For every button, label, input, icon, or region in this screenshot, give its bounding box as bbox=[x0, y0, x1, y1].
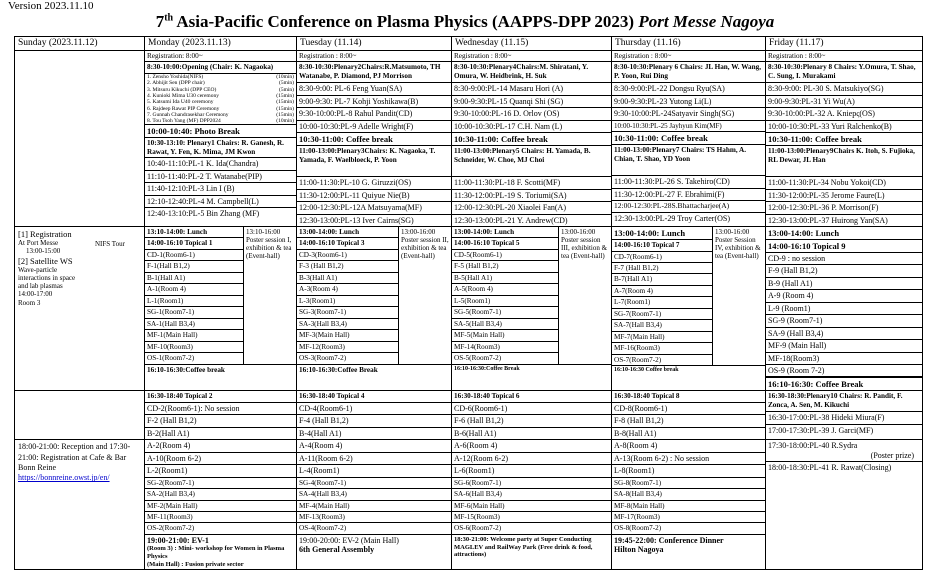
registration: Registration : 8:00~ bbox=[452, 51, 611, 62]
opening-items bbox=[145, 74, 296, 126]
schedule-table bbox=[14, 36, 923, 570]
opening-item: 3. Mitsuru Kikuchi (DPP CEO) (5min) bbox=[147, 86, 294, 93]
plenary-talk: 10:00-10:30:PL-17 C.H. Nam (L) bbox=[452, 121, 611, 133]
photo-break: 10:00-10:40: Photo Break bbox=[145, 125, 296, 138]
page-title bbox=[0, 12, 930, 32]
thursday-morning bbox=[612, 51, 766, 227]
plenary-talk: 16:30-17:00:PL-38 Hideki Miura(F) bbox=[766, 412, 922, 424]
room-session: F-1(Hall B1,2) bbox=[145, 261, 243, 272]
room-session: MF-12(Room3) bbox=[297, 342, 398, 353]
monday-morning bbox=[145, 51, 297, 227]
lunch: 13:00-14:00: Lunch bbox=[766, 227, 922, 240]
plenary-talk: 11:30-12:00:PL-11 Quiyue Nie(B) bbox=[297, 190, 451, 202]
plenary-talk: 12:30-13:00:PL-37 Huirong Yan(SA) bbox=[768, 215, 888, 225]
room-session: F-7 (Hall B1,2) bbox=[612, 263, 712, 274]
day-header-monday: Monday (2023.11.13) bbox=[145, 37, 297, 51]
room-session: L-9 (Room1) bbox=[766, 303, 922, 315]
room-session: SA-3(Hall B3,4) bbox=[297, 319, 398, 330]
room-session: SA-4(Hall B3,4) bbox=[297, 489, 451, 500]
topical-session-heading: 14:00-16:10 Topical 3 bbox=[297, 238, 398, 249]
evening-block bbox=[15, 440, 923, 570]
plenary-talk: 9:00-9:30:PL-15 Quanqi Shi (SG) bbox=[452, 96, 611, 108]
room-session: MF-9 (Main Hall) bbox=[766, 340, 922, 352]
room-session: A-1(Room 4) bbox=[145, 284, 243, 295]
room-session: SG-9 (Room7-1) bbox=[766, 315, 922, 327]
monday-evening bbox=[145, 440, 297, 570]
plenary-talk: 9:30-10:00:PL-16 D. Orlov (OS) bbox=[452, 108, 611, 120]
plenary-chairs: 10:30-13:10: Plenary1 Chairs: R. Ganesh, R. Rawat, Y. Fen, K. Mima, JM Kwon bbox=[145, 138, 296, 158]
satellite-ws-time: 14:00-17:00 bbox=[18, 290, 53, 299]
plenary-talk: 18:00-18:30:PL-41 R. Rawat(Closing) bbox=[768, 463, 892, 473]
dinner-venue: Hilton Nagoya bbox=[614, 545, 664, 555]
room-session: A-4(Room 4) bbox=[297, 440, 451, 452]
plenary-chairs: 11:00-13:00:Plenary9Chairs K. Itoh, S. Fujioka, RL Dewar, JL Han bbox=[766, 146, 922, 177]
satellite-ws-heading: [2] Satellite WS bbox=[18, 255, 73, 266]
thursday-evening bbox=[612, 440, 766, 570]
plenary-talk: 12:00-12:30:PL-20 Xiaolei Fan(A) bbox=[452, 202, 611, 214]
plenary-talk: 12:30-13:00:PL-29 Troy Carter(OS) bbox=[614, 213, 730, 223]
registration: Registration : 8:00~ bbox=[297, 51, 451, 62]
general-assembly: 6th General Assembly bbox=[299, 545, 375, 555]
room-session: CD-5(Room6-1) bbox=[452, 250, 558, 261]
sunday-morning bbox=[15, 51, 145, 227]
plenary-talk: 11:00-11:30:PL-34 Nobu Yokoi(CD) bbox=[766, 177, 922, 189]
room-session: OS-6(Room7-2) bbox=[452, 523, 611, 534]
welcome-party: 18:30-21:00: Welcome party at Super Conducting MAGLEV and RailWay Park (Free drink & food, attractions) bbox=[454, 535, 593, 559]
room-session: SG-3(Room7-1) bbox=[297, 307, 398, 318]
room-session: B-1(Hall A1) bbox=[145, 273, 243, 284]
plenary-chairs: 8:30-10:30:Plenary2Chairs:R.Matsumoto, TH Watanabe, P. Diamond, PJ Morrison bbox=[297, 62, 451, 83]
room-session: A-11(Room 6-2) bbox=[297, 453, 451, 465]
opening-item: 6. Rajdeep Rawat PIP Ceremony (15min) bbox=[147, 105, 294, 112]
room-session: MF-18(Room3) bbox=[766, 353, 922, 365]
plenary-talk bbox=[766, 440, 922, 462]
room-session: MF-16(Room3) bbox=[612, 343, 712, 354]
room-session: OS-2(Room7-2) bbox=[145, 523, 296, 534]
room-session: F-6 (Hall B1,2) bbox=[452, 415, 611, 427]
room-session: SG-4(Room7-1) bbox=[297, 478, 451, 489]
coffee-break: 10:30-11:00: Coffee break bbox=[612, 132, 765, 145]
poster-session: 13:00-16:00 Poster session III, exhibition & tea (Event-hall) bbox=[561, 228, 608, 261]
room-session: SA-6(Hall B3,4) bbox=[452, 489, 611, 500]
plenary-talk: 12:30-13:00:PL-13 Iver Cairns(SG) bbox=[299, 215, 414, 225]
satellite-ws-desc: Wave-particle interactions in space and lab plasmas bbox=[18, 265, 76, 291]
thursday-afternoon bbox=[612, 227, 766, 391]
room-session: B-4(Hall A1) bbox=[299, 428, 342, 438]
nifs-tour: NIFS Tour bbox=[95, 240, 125, 248]
room-session: SG-2(Room7-1) bbox=[145, 478, 296, 489]
plenary-talk: 8:30-9:00: PL-6 Feng Yuan(SA) bbox=[297, 83, 451, 95]
room-session: L-7(Room1) bbox=[612, 297, 712, 308]
plenary-talk: 11:00-11:30:PL-18 F. Scotti(MF) bbox=[452, 177, 611, 189]
room-session: L-3(Room1) bbox=[297, 296, 398, 307]
room-session: CD-8(Room6-1) bbox=[612, 403, 765, 415]
pl40-talk: 17:30-18:00:PL-40 R.Sydra bbox=[768, 441, 858, 451]
tuesday-late bbox=[297, 391, 452, 440]
monday-late bbox=[145, 391, 297, 440]
event-ev2 bbox=[297, 535, 451, 556]
room-session: L-6(Room1) bbox=[452, 465, 611, 477]
friday-morning bbox=[766, 51, 923, 227]
plenary-chairs: 8:30-10:30:Plenary4Chairs:M. Shiratani, Y. Omura, W. Heidbrink, H. Suk bbox=[452, 62, 611, 83]
room-session: A-13(Room 6-2) : No session bbox=[612, 453, 765, 465]
plenary-talk: 10:00-10:30:PL-9 Adelle Wright(F) bbox=[297, 121, 451, 133]
room-session: OS-4(Room7-2) bbox=[297, 523, 451, 534]
room-session: CD-9 : no session bbox=[766, 253, 922, 265]
plenary-talk: 8:30-9:00: PL-30 S. Matsukiyo(SG) bbox=[766, 83, 922, 95]
room-session: A-3(Room 4) bbox=[297, 284, 398, 295]
room-session: SA-8(Hall B3,4) bbox=[612, 489, 765, 500]
room-session: SG-6(Room7-1) bbox=[452, 478, 611, 489]
room-session: SA-1(Hall B3,4) bbox=[145, 319, 243, 330]
day-header-tuesday: Tuesday (11.14) bbox=[297, 37, 452, 51]
topical-session-heading: 16:30-18:40 Topical 2 bbox=[145, 391, 296, 402]
plenary-chairs: 16:30-18:30:Plenary10 Chairs: R. Pandit, F. Zonca, A. Sen, M. Kikuchi bbox=[766, 391, 922, 412]
room-session: MF-7(Main Hall) bbox=[612, 332, 712, 343]
reception-info: 18:00-21:00: Reception and 17:30-21:00: Registration at Cafe & Bar Bonn Reine bbox=[18, 442, 131, 472]
poster-session: 13:00-16:00 Poster session II, exhibition & tea (Event-hall) bbox=[401, 228, 449, 261]
plenary-chairs: 8:30-10:30:Plenary 8 Chairs: Y.Omura, T. Shao, C. Sung, I. Murakami bbox=[766, 62, 922, 83]
topical-session-heading: 14:00-16:10 Topical 7 bbox=[612, 240, 712, 251]
ev1-title: 19:00-21:00: EV-1 bbox=[147, 535, 209, 545]
room-session: B-3(Hall A1) bbox=[297, 273, 398, 284]
plenary-talk: 11:30-12:00:PL-35 Jerome Faure(L) bbox=[766, 190, 922, 202]
topical-session-heading: 14:00-16:10 Topical 5 bbox=[452, 238, 558, 249]
plenary-chairs: 8:30-10:30:Plenary 6 Chairs: JL Han, W. Wang, P. Yoon, Rui Ding bbox=[612, 62, 765, 83]
plenary-chairs: 11:00-13:00:Plenary7 Chairs: TS Hahm, A. Chian, T. Shao, YD Yoon bbox=[612, 145, 765, 176]
room-session: MF-13(Room3) bbox=[297, 512, 451, 523]
opening: 8:30-10:00:Opening (Chair: K. Nagaoka) bbox=[145, 62, 296, 73]
room-session: SG-5(Room7-1) bbox=[452, 307, 558, 318]
plenary-talk: 10:00-10:30:PL-33 Yuri Ralchenko(B) bbox=[766, 121, 922, 133]
room-session: MF-5(Main Hall) bbox=[452, 330, 558, 341]
room-session: B-8(Hall A1) bbox=[614, 428, 657, 438]
room-session: B-5(Hall A1) bbox=[452, 273, 558, 284]
plenary-talk: 11:00-11:30:PL-26 S. Takehiro(CD) bbox=[612, 176, 765, 188]
room-session: SA-2(Hall B3,4) bbox=[145, 489, 296, 500]
room-session: MF-3(Main Hall) bbox=[297, 330, 398, 341]
title-venue: Port Messe Nagoya bbox=[638, 12, 775, 31]
room-session: A-6(Room 4) bbox=[452, 440, 611, 452]
poster-prize: (Poster prize) bbox=[870, 450, 914, 460]
room-session: L-8(Room1) bbox=[612, 465, 765, 477]
opening-item: 2. Abhijit Sen (DPP chair) (5min) bbox=[147, 80, 294, 87]
room-session: MF-4(Main Hall) bbox=[297, 501, 451, 512]
poster-session: 13:00-16:00 Poster Session IV, exhibition & tea (Event-hall) bbox=[715, 228, 761, 261]
plenary-talk: 11:40-12:10:PL-3 Lin I (B) bbox=[145, 183, 296, 195]
room-session: B-9 (Hall A1) bbox=[766, 278, 922, 290]
registration-location: At Port Messe bbox=[18, 239, 59, 248]
plenary-talk: 9:00-9:30:PL-31 Yi Wu(A) bbox=[766, 96, 922, 108]
room-session: A-10(Room 6-2) bbox=[145, 453, 296, 465]
lunch: 13:00-14:00: Lunch bbox=[452, 227, 558, 238]
room-session: MF-11(Room3) bbox=[145, 512, 296, 523]
plenary-talk: 9:00-9:30: PL-7 Kohji Yoshikawa(B) bbox=[297, 96, 451, 108]
coffee-break: 16:10-16:30 Coffee break bbox=[612, 365, 765, 375]
room-session: A-7(Room 4) bbox=[612, 286, 712, 297]
plenary-talk: 12:00-12:30:PL-28S.Bhattacharjee(A) bbox=[612, 201, 765, 213]
thursday-late bbox=[612, 391, 766, 440]
room-session: OS-8(Room7-2) bbox=[612, 523, 765, 534]
afternoon-block bbox=[15, 227, 923, 391]
lunch: 13:00-14:00: Lunch bbox=[297, 227, 398, 238]
plenary-talk: 10:40-11:10:PL-1 K. Ida(Chandra) bbox=[145, 158, 296, 170]
room-session: B-6(Hall A1) bbox=[454, 428, 497, 438]
room-session: L-1(Room1) bbox=[145, 296, 243, 307]
friday-afternoon bbox=[766, 227, 923, 391]
room-session: F-4 (Hall B1,2) bbox=[297, 415, 451, 427]
sunday-evening bbox=[15, 440, 145, 570]
tuesday-evening bbox=[297, 440, 452, 570]
coffee-break: 10:30-11:00: Coffee break bbox=[452, 133, 611, 146]
monday-afternoon bbox=[145, 227, 297, 391]
plenary-talk: 17:00-17:30:PL-39 J. Garci(MF) bbox=[768, 425, 874, 435]
room-session: B-2(Hall A1) bbox=[147, 428, 190, 438]
room-session: F-5 (Hall B1,2) bbox=[452, 261, 558, 272]
room-session: F-9 (Hall B1,2) bbox=[766, 265, 922, 277]
room-session: SA-7(Hall B3,4) bbox=[612, 320, 712, 331]
room-session: MF-6(Main Hall) bbox=[452, 501, 611, 512]
plenary-talk: 8:30-9:00:PL-14 Masaru Hori (A) bbox=[452, 83, 611, 95]
plenary-talk: 8:30-9:00:PL-22 Dongsu Ryu(SA) bbox=[612, 83, 765, 95]
version-label: Version 2023.11.10 bbox=[8, 0, 94, 12]
plenary-talk: 12:10-12:40:PL-4 M. Campbell(L) bbox=[145, 196, 296, 208]
plenary-talk: 12:40-13:10:PL-5 Bin Zhang (MF) bbox=[147, 209, 260, 219]
plenary-talk: 9:30-10:00:PL-32 A. Kniepς(OS) bbox=[766, 108, 922, 120]
room-session: MF-8(Main Hall) bbox=[612, 501, 765, 512]
room-session: CD-4(Room6-1) bbox=[297, 403, 451, 415]
room-session: A-2(Room 4) bbox=[145, 440, 296, 452]
room-session: A-5(Room 4) bbox=[452, 284, 558, 295]
plenary-talk: 11:30-12:00:PL-27 F. Ebrahimi(F) bbox=[612, 189, 765, 201]
room-session: MF-17(Room3) bbox=[612, 512, 765, 523]
room-session: L-5(Room1) bbox=[452, 296, 558, 307]
poster-session: 13:10-16:00 Poster session I, exhibition & tea (Event-hall) bbox=[246, 228, 292, 261]
plenary-talk: 12:30-13:00:PL-21 Y. Andrew(CD) bbox=[454, 215, 568, 225]
opening-item: 4. Kunioki Mima U30 ceremony (15min) bbox=[147, 92, 294, 99]
tuesday-morning bbox=[297, 51, 452, 227]
plenary-chairs: 11:00-13:00:Plenary3Chairs: K. Nagaoka, T. Yamada, F. Waelbloeck, P. Yoon bbox=[297, 146, 451, 177]
room-session: MF-2(Main Hall) bbox=[145, 501, 296, 512]
opening-item: 8. Tou Tsoh Yang (MF) DPP2024 (10min) bbox=[147, 118, 294, 125]
room-session: CD-1(Room6-1) bbox=[145, 250, 243, 261]
title-ordinal: 7 bbox=[155, 12, 165, 31]
day-header-row bbox=[15, 37, 923, 51]
coffee-break: 10:30-11:00: Coffee break bbox=[766, 133, 922, 146]
room-session: L-2(Room1) bbox=[145, 465, 296, 477]
room-session: MF-10(Room3) bbox=[145, 342, 243, 353]
room-session: MF-15(Room3) bbox=[452, 512, 611, 523]
room-session: SG-1(Room7-1) bbox=[145, 307, 243, 318]
ev2-title: 19:00-20:00: EV-2 (Main Hall) bbox=[299, 535, 399, 545]
room-session: OS-1(Room7-2) bbox=[147, 354, 195, 363]
coffee-break: 16:10-16:30:Coffee break bbox=[145, 364, 296, 375]
title-main: Asia-Pacific Conference on Plasma Physics (AAPPS-DPP 2023) bbox=[173, 12, 639, 31]
room-session: SG-7(Room7-1) bbox=[612, 309, 712, 320]
topical-session-heading: 14:00-16:10 Topical 1 bbox=[145, 238, 243, 249]
plenary-talk: 11:30-12:00:PL-19 S. Toriumi(SA) bbox=[452, 190, 611, 202]
registration: Registration : 8:00~ bbox=[766, 51, 922, 62]
conference-dinner bbox=[612, 535, 765, 556]
sunday-afternoon bbox=[15, 227, 145, 391]
friday-evening bbox=[766, 440, 923, 570]
plenary-talk: 12:00-12:30:PL-12A Matsuyama(MF) bbox=[297, 202, 451, 214]
room-session: A-12(Room 6-2) bbox=[452, 453, 611, 465]
topical-session-heading: 14:00-16:10 Topical 9 bbox=[766, 240, 922, 253]
coffee-break: 10:30-11:00: Coffee break bbox=[297, 133, 451, 146]
registration-heading: [1] Registration bbox=[18, 229, 72, 239]
sunday-late bbox=[15, 391, 145, 440]
room-session: A-8(Room 4) bbox=[612, 440, 765, 452]
room-session: CD-2(Room6-1): No session bbox=[145, 403, 296, 415]
room-session: OS-3(Room7-2) bbox=[299, 354, 347, 363]
ev1-workshop: (Room 3) : Mini- workshop for Women in Plasma Physics bbox=[147, 545, 285, 561]
friday-late bbox=[766, 391, 923, 440]
wednesday-afternoon bbox=[452, 227, 612, 391]
topical-session-heading: 16:30-18:40 Topical 4 bbox=[297, 391, 451, 402]
room-session: CD-7(Room6-1) bbox=[612, 252, 712, 263]
room-session: F-3 (Hall B1,2) bbox=[297, 261, 398, 272]
tuesday-afternoon bbox=[297, 227, 452, 391]
room-session: F-2 (Hall B1,2) bbox=[145, 415, 296, 427]
lunch: 13:00-14:00: Lunch bbox=[612, 227, 712, 240]
room-session: OS-5(Room7-2) bbox=[454, 354, 502, 363]
opening-item: 5. Katsumi Ida U40 ceremony (15min) bbox=[147, 99, 294, 106]
plenary-talk: 9:30-10:00:PL-8 Rahul Pandit(CD) bbox=[297, 108, 451, 120]
day-header-wednesday: Wednesday (11.15) bbox=[452, 37, 612, 51]
plenary-talk: 9:30-10:00:PL-24Satyavir Singh(SG) bbox=[612, 108, 765, 120]
title-suffix: th bbox=[164, 12, 174, 24]
dinner-title: 19:45-22:00: Conference Dinner bbox=[614, 535, 724, 545]
topical-session-heading: 16:30-18:40 Topical 8 bbox=[612, 391, 765, 402]
room-session: A-9 (Room 4) bbox=[766, 290, 922, 302]
plenary-chairs: 11:00-13:00:Plenary5 Chairs: H. Yamada, B. Schneider, W. Choe, MJ Choi bbox=[452, 146, 611, 177]
room-session: L-4(Room1) bbox=[297, 465, 451, 477]
coffee-break: 16:10-16:30:Coffee Break bbox=[452, 364, 611, 374]
wednesday-late bbox=[452, 391, 612, 440]
bonnreine-link[interactable]: https://bonnreine.owst.jp/en/ bbox=[18, 473, 110, 483]
event-ev1 bbox=[145, 535, 296, 569]
room-session: B-7(Hall A1) bbox=[612, 274, 712, 285]
plenary-talk: 11:00-11:30:PL-10 G. Giruzzi(OS) bbox=[297, 177, 451, 189]
room-session: SG-8(Room7-1) bbox=[612, 478, 765, 489]
room-session: MF-1(Main Hall) bbox=[145, 330, 243, 341]
registration: Registration: 8:00~ bbox=[145, 51, 296, 62]
opening-item: 7. Gunnah Chandrasekhar Ceremony (15min) bbox=[147, 111, 294, 118]
opening-item: 1. Zensho Yoshida(NIFS) (10min) bbox=[147, 73, 294, 80]
room-session: SA-5(Hall B3,4) bbox=[452, 319, 558, 330]
room-session: MF-14(Room3) bbox=[452, 342, 558, 353]
day-header-thursday: Thursday (11.16) bbox=[612, 37, 766, 51]
lunch: 13:10-14:00: Lunch bbox=[145, 227, 243, 238]
registration-time: 13:00-15:00 bbox=[26, 247, 61, 256]
room-session: OS-9 (Room 7-2) bbox=[766, 365, 922, 377]
wednesday-evening bbox=[452, 440, 612, 570]
room-session: SA-9 (Hall B3,4) bbox=[766, 328, 922, 340]
room-session: CD-3(Room6-1) bbox=[297, 250, 398, 261]
room-session: F-8 (Hall B1,2) bbox=[612, 415, 765, 427]
room-session: CD-6(Room6-1) bbox=[452, 403, 611, 415]
plenary-talk: 9:00-9:30:PL-23 Yutong Li(L) bbox=[612, 96, 765, 108]
day-header-sunday: Sunday (2023.11.12) bbox=[15, 37, 145, 51]
coffee-break: 16:10-16:30: Coffee Break bbox=[766, 377, 922, 390]
satellite-ws-room: Room 3 bbox=[18, 298, 41, 307]
ev1-fusion: (Main Hall) : Fusion private sector bbox=[147, 560, 244, 568]
plenary-talk: 10:00-10:30:PL-25 Jayhyun Kim(MF) bbox=[612, 121, 765, 132]
morning-block bbox=[15, 51, 923, 227]
plenary-talk: 11:10-11:40:PL-2 T. Watanabe(PIP) bbox=[145, 171, 296, 183]
topical-session-heading: 16:30-18:40 Topical 6 bbox=[452, 391, 611, 402]
late-afternoon-block bbox=[15, 391, 923, 440]
room-session: OS-7(Room7-2) bbox=[614, 355, 662, 364]
day-header-friday: Friday (11.17) bbox=[766, 37, 923, 51]
registration: Registration : 8:00~ bbox=[612, 51, 765, 62]
wednesday-morning bbox=[452, 51, 612, 227]
coffee-break: 16:10-16:30:Coffee Break bbox=[297, 364, 451, 375]
plenary-talk: 12:00-12:30:PL-36 P. Morrison(F) bbox=[766, 202, 922, 214]
